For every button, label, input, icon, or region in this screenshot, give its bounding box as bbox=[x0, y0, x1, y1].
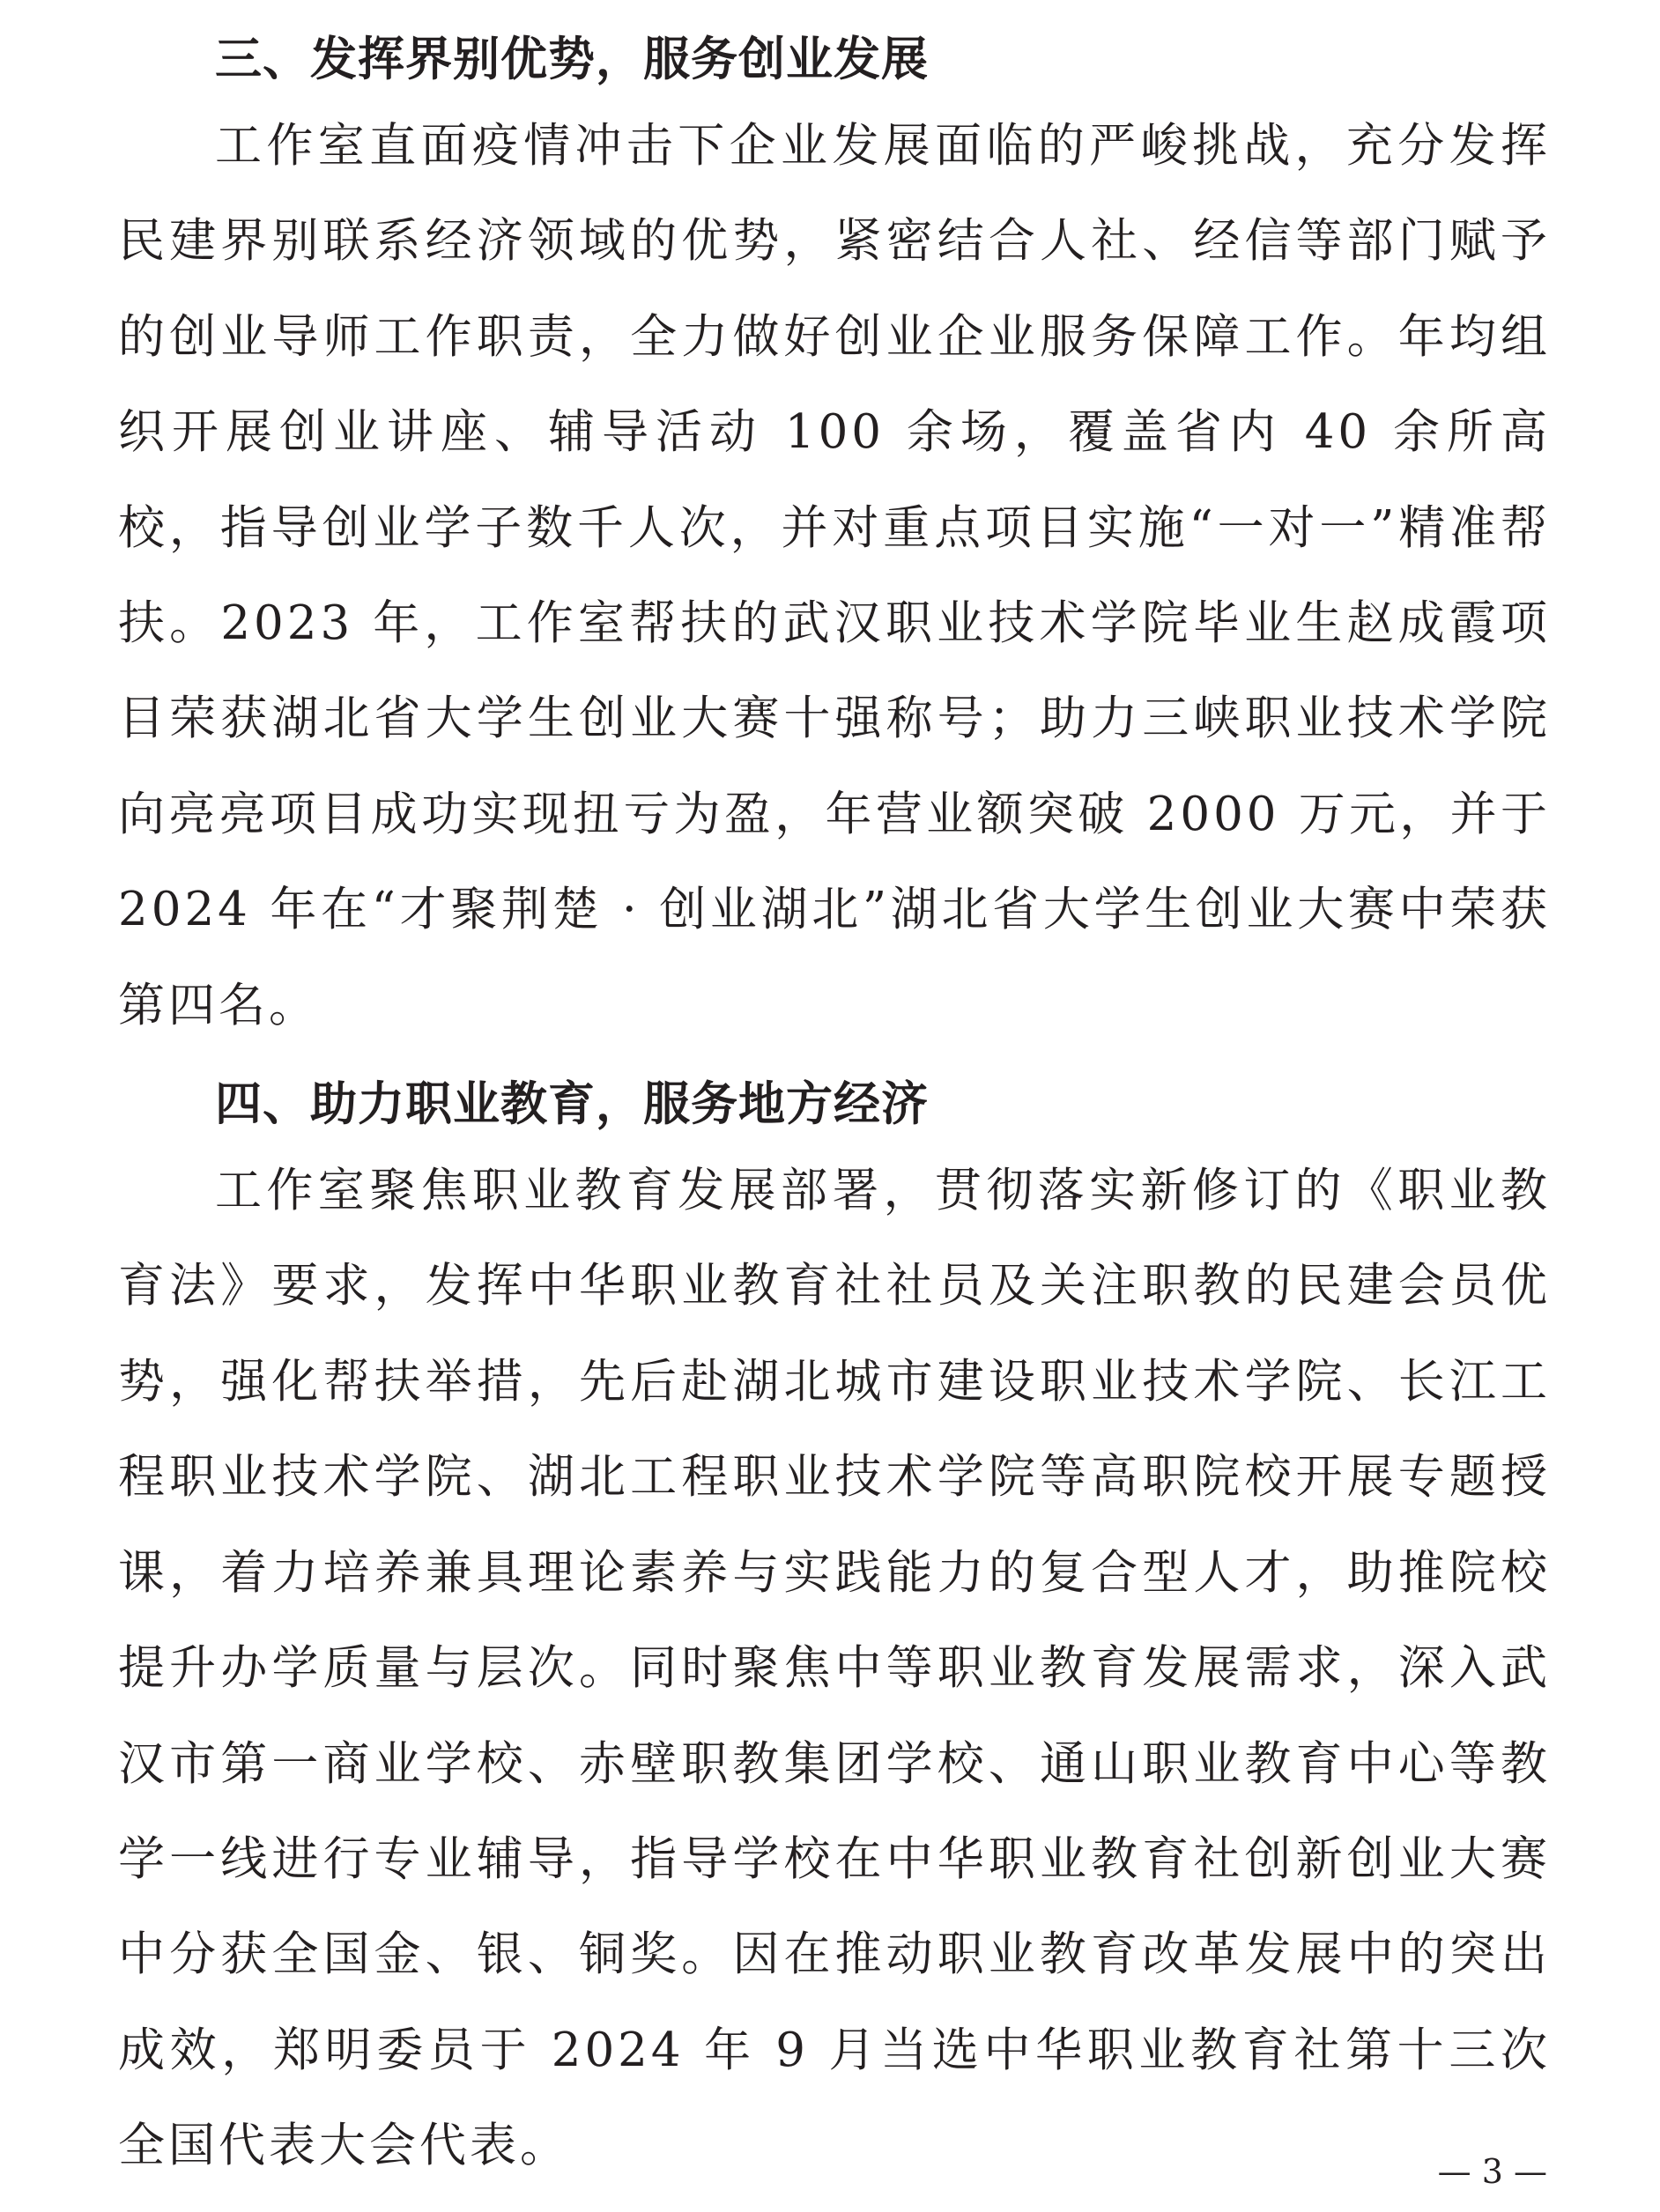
section-paragraph-4: 工作室聚焦职业教育发展部署，贯彻落实新修订的《职业教育法》要求，发挥中华职业教育社社员及关注职教的民建会员优势，强化帮扶举措，先后赴湖北城市建设职业技术学院、长江工程职业技术学院、湖北工程职业技术学院等高职院校开展专题授课，着力培养兼具理论素养与实践能力的复合型人才，助推院校提升办学质量与层次。同时聚焦中等职业教育发展需求，深入武汉市第一商业学校、赤壁职教集团学校、通山职业教育中心等教学一线进行专业辅导，指导学校在中华职业教育社创新创业大赛中分获全国金、银、铜奖。因在推动职业教育改革发展中的突出成效，郑明委员于 2024 年 9 月当选中华职业教育社第十三次全国代表大会代表。 bbox=[118, 1164, 1551, 2173]
document-body bbox=[118, 21, 1551, 2194]
section-gap bbox=[118, 1054, 1551, 1066]
section-paragraph-3: 工作室直面疫情冲击下企业发展面临的严峻挑战，充分发挥民建界别联系经济领域的优势，紧密结合人社、经信等部门赋予的创业导师工作职责，全力做好创业企业服务保障工作。年均组织开展创业讲座、辅导活动 100 余场，覆盖省内 40 余所高校，指导创业学子数千人次，并对重点项目实施“一对一”精准帮扶。2023 年，工作室帮扶的武汉职业技术学院毕业生赵成霞项目荣获湖北省大学生创业大赛十强称号；助力三峡职业技术学院向亮亮项目成功实现扭亏为盈，年营业额突破 2000 万元，并于 2024 年在“才聚荆楚 · 创业湖北”湖北省大学生创业大赛中荣获第四名。 bbox=[118, 119, 1551, 1032]
section-heading-4: 四、助力职业教育，服务地方经济 bbox=[215, 1077, 929, 1132]
page-number: — 3 — bbox=[1437, 2152, 1547, 2191]
section-heading-3: 三、发挥界别优势，服务创业发展 bbox=[215, 33, 929, 86]
